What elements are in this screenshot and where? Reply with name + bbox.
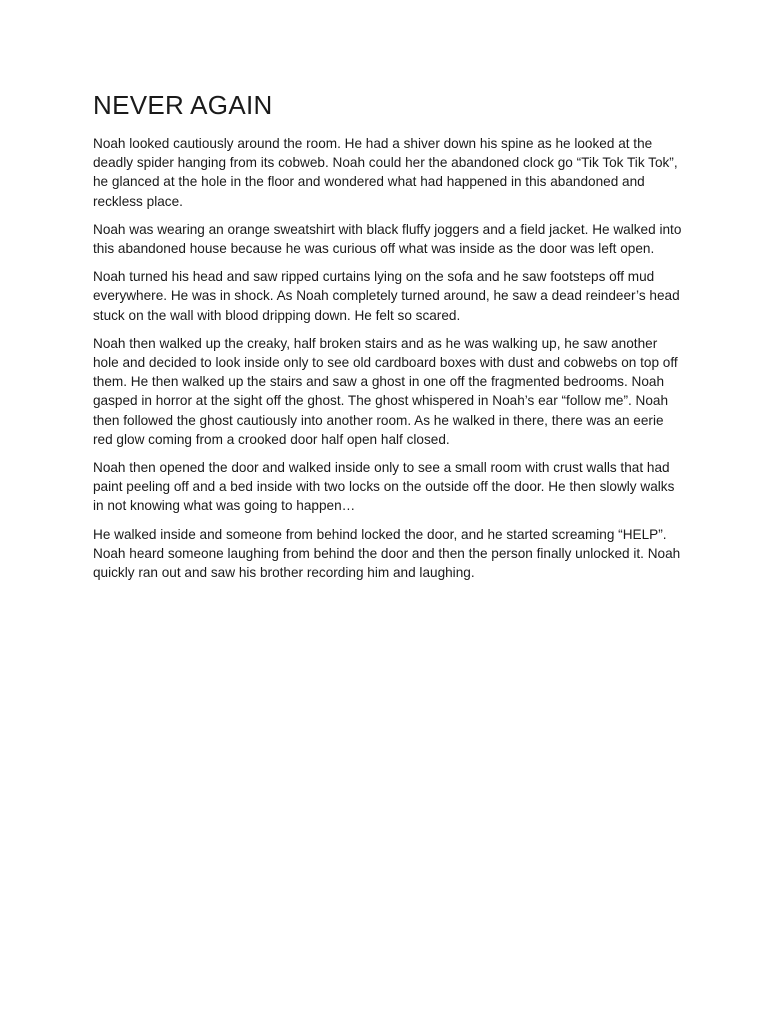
- document-page: [93, 88, 683, 591]
- paragraph-5: Noah then opened the door and walked inside only to see a small room with crust walls that had paint peeling off and a bed inside with two locks on the outside off the door. He then slowly walks in not knowing what was going to happen…: [93, 460, 675, 514]
- paragraph-3: Noah turned his head and saw ripped curtains lying on the sofa and he saw footsteps off mud everywhere. He was in shock. As Noah completely turned around, he saw a dead reindeer’s head stuck on the wall with blood dripping down. He felt so scared.: [93, 269, 680, 323]
- document-title: NEVER AGAIN: [93, 90, 273, 120]
- paragraph-2: Noah was wearing an orange sweatshirt with black fluffy joggers and a field jacket. He walked into this abandoned house because he was curious off what was inside as the door was left open.: [93, 221, 682, 257]
- paragraph-6: He walked inside and someone from behind locked the door, and he started screaming “HELP”. Noah heard someone laughing from behind the door and then the person finally unlocked it. Noah quickly ran out and saw his brother recording him and laughing.: [93, 526, 681, 581]
- paragraph-1: Noah looked cautiously around the room. He had a shiver down his spine as he looked at the deadly spider hanging from its cobweb. Noah could her the abandoned clock go “Tik Tok Tik Tok”, he glanced at the hole in the floor and wondered what had happened in this abandoned and reckless place.: [93, 136, 678, 209]
- paragraph-4: Noah then walked up the creaky, half broken stairs and as he was walking up, he saw another hole and decided to look inside only to see old cardboard boxes with dust and cobwebs on top off them. He then walked up the stairs and saw a ghost in one off the fragmented bedrooms. Noah gasped in horror at the sight off the ghost. The ghost whispered in Noah’s ear “follow me”. Noah then followed the ghost cautiously into another room. As he walked in there, there was an eerie red glow coming from a crooked door half open half closed.: [93, 335, 678, 447]
